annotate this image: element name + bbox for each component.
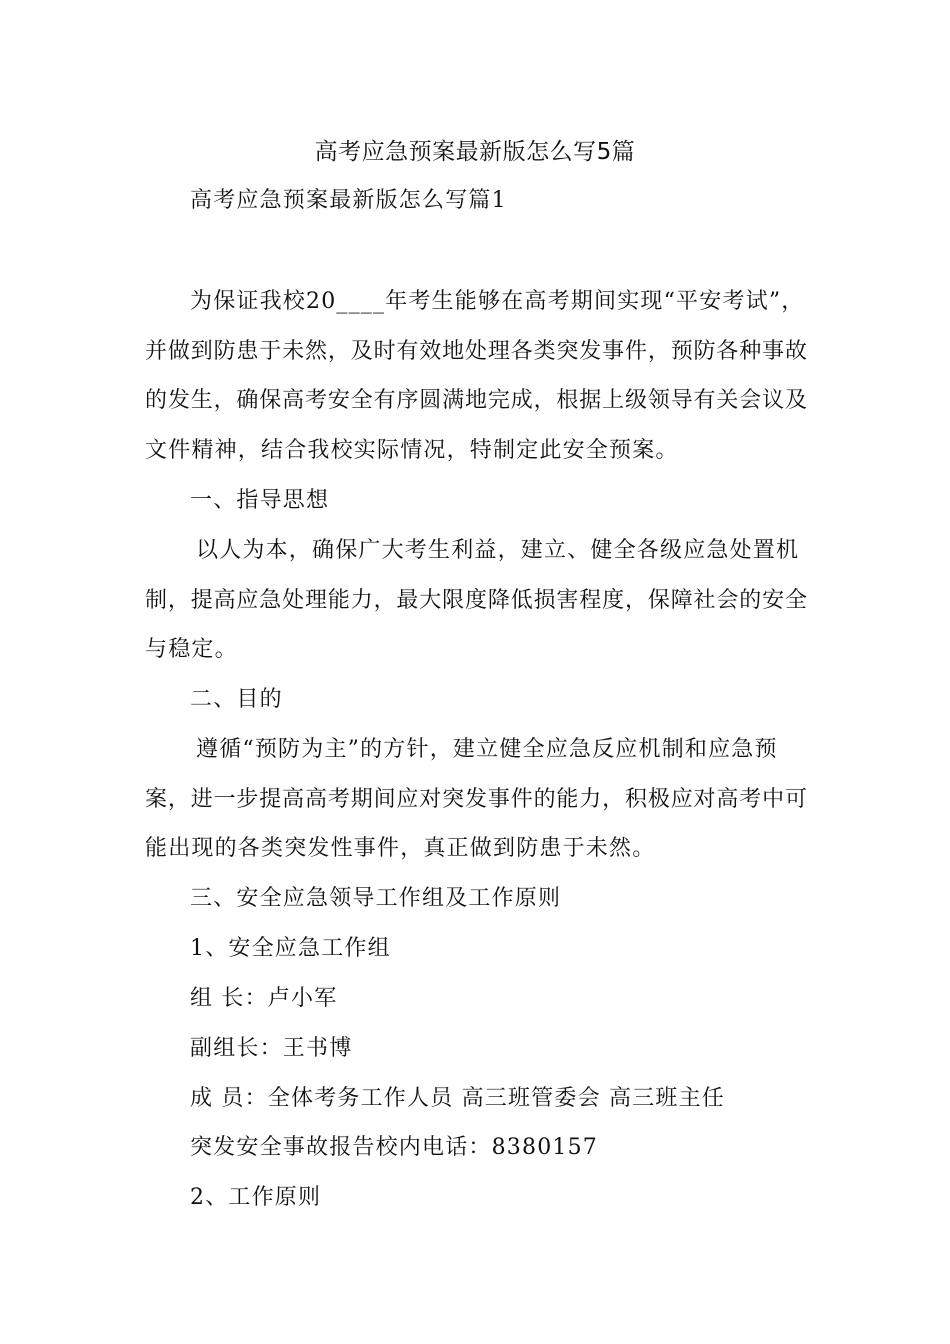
section2-line-3: 能出现的各类突发性事件，真正做到防患于未然。 bbox=[145, 836, 656, 861]
section1-line-3: 与稳定。 bbox=[145, 637, 238, 662]
section-heading-leadership-group: 三、安全应急领导工作组及工作原则 bbox=[190, 886, 562, 911]
section2-line-2: 案，进一步提高高考期间应对突发事件的能力，积极应对高考中可 bbox=[145, 787, 807, 812]
section1-line-2: 制，提高应急处理能力，最大限度降低损害程度，保障社会的安全 bbox=[145, 588, 807, 613]
intro-line-1: 为保证我校20____年考生能够在高考期间实现“平安考试”， bbox=[190, 289, 805, 314]
intro-line-3: 的发生，确保高考安全有序圆满地完成，根据上级领导有关会议及 bbox=[145, 388, 807, 413]
emergency-hotline: 突发安全事故报告校内电话：8380157 bbox=[190, 1135, 598, 1160]
group-leader: 组 长：卢小军 bbox=[190, 986, 338, 1011]
intro-line-2: 并做到防患于未然，及时有效地处理各类突发事件，预防各种事故 bbox=[145, 339, 807, 364]
section1-line-1: 以人为本，确保广大考生利益，建立、健全各级应急处置机 bbox=[196, 538, 800, 563]
group-deputy-leader: 副组长：王书博 bbox=[190, 1036, 353, 1061]
section-heading-guiding-ideology: 一、指导思想 bbox=[190, 488, 330, 513]
group-members: 成 员：全体考务工作人员 高三班管委会 高三班主任 bbox=[190, 1086, 725, 1111]
intro-line-4: 文件精神，结合我校实际情况，特制定此安全预案。 bbox=[145, 438, 679, 463]
subsection-heading-emergency-group: 1、安全应急工作组 bbox=[190, 936, 391, 961]
document-title: 高考应急预案最新版怎么写5篇 bbox=[314, 139, 636, 165]
subsection-heading-principles: 2、工作原则 bbox=[190, 1185, 322, 1210]
article-subtitle: 高考应急预案最新版怎么写篇1 bbox=[190, 188, 507, 213]
section-heading-purpose: 二、目的 bbox=[190, 687, 283, 712]
section2-line-1: 遵循“预防为主”的方针，建立健全应急反应机制和应急预 bbox=[196, 737, 778, 762]
